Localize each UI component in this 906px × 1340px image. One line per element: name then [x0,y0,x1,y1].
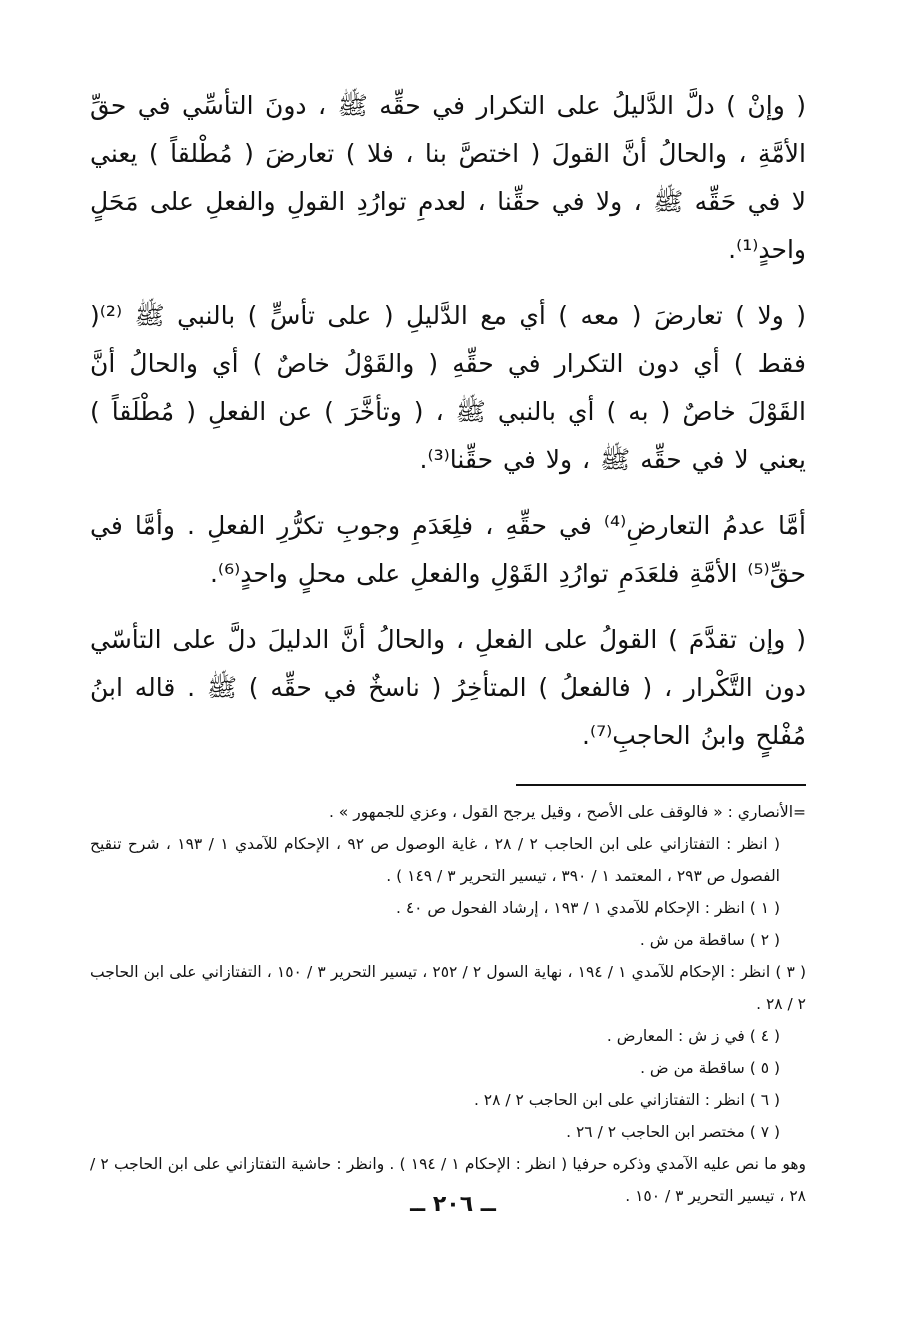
paragraph-1: ( وإنْ ) دلَّ الدَّليلُ على التكرار في حقِّه ﷺ ، دونَ التأسِّي في حقِّ الأمَّةِ ، والحالُ أنَّ القولَ ( اختصَّ بنا ، فلا ) تعارضَ ( مُطْلقاً ) يعني لا في حَقِّه ﷺ ، ولا في حقِّنا ، لعدمِ توارُدِ القولِ والفعلِ على مَحَلٍ واحدٍ⁽¹⁾. [90,91,806,264]
footnote-6: ( ٦ ) انظر : التفتازاني على ابن الحاجب ٢ / ٢٨ . [473,1091,780,1109]
footnote-separator [516,784,806,786]
page-number: ــ ٢٠٦ ــ [410,1192,496,1217]
footnote-5: ( ٥ ) ساقطة من ض . [640,1059,780,1077]
footnote-continuation: =الأنصاري : « فالوقف على الأصح ، وقيل يرجح القول ، وعزي للجمهور » . [328,803,806,821]
footnotes [90,796,806,1212]
footnote-continuation-refs: ( انظر : التفتازاني على ابن الحاجب ٢ / ٢٨ ، غاية الوصول ص ٩٢ ، الإحكام للآمدي ١ / ١٩٣ ، شرح تنقيح الفصول ص ٢٩٣ ، المعتمد ١ / ٣٩٠ ، تيسير التحرير ٣ / ١٤٩ ) . [90,835,781,885]
footnote-separator-wrap [90,778,806,796]
paragraph-3: أمَّا عدمُ التعارضِ⁽⁴⁾ في حقِّهِ ، فلِعَدَمِ وجوبِ تكرُّرِ الفعلِ . وأمَّا في حقِّ⁽⁵⁾ الأمَّةِ فلعَدَمِ توارُدِ القَوْلِ والفعلِ على محلٍ واحدٍ⁽⁶⁾. [90,511,806,588]
footnote-7: ( ٧ ) مختصر ابن الحاجب ٢ / ٢٦ . [566,1123,780,1141]
paragraph-2: ( ولا ) تعارضَ ( معه ) أي مع الدَّليلِ ( على تأسٍّ ) بالنبي ﷺ ⁽²⁾( فقط ) أي دون التكرار في حقِّهِ ( والقَوْلُ خاصٌ ) أي والحالُ أنَّ القَوْلَ خاصٌ ( به ) أي بالنبي ﷺ ، ( وتأخَّرَ ) عن الفعلِ ( مُطْلَقاً ) يعني لا في حقِّه ﷺ ، ولا في حقِّنا⁽³⁾. [90,301,806,474]
footnote-3: ( ٣ ) انظر : الإحكام للآمدي ١ / ١٩٤ ، نهاية السول ٢ / ٢٥٢ ، تيسير التحرير ٣ / ١٥٠ ، التفتازاني على ابن الحاجب ٢ / ٢٨ . [90,963,807,1013]
footnote-7-note: وهو ما نص عليه الآمدي وذكره حرفيا ( انظر : الإحكام ١ / ١٩٤ ) . وانظر : حاشية التفتازاني على ابن الحاجب ٢ / ٢٨ ، تيسير التحرير ٣ / ١٥٠ . [90,1155,807,1205]
footnote-2: ( ٢ ) ساقطة من ش . [639,931,780,949]
footnote-4: ( ٤ ) في ز ش : المعارض . [606,1027,780,1045]
page-body [90,82,806,1340]
footnote-1: ( ١ ) انظر : الإحكام للآمدي ١ / ١٩٣ ، إرشاد الفحول ص ٤٠ . [395,899,780,917]
paragraph-4: ( وإن تقدَّمَ ) القولُ على الفعلِ ، والحالُ أنَّ الدليلَ دلَّ على التأسّي دون التَّكْرار ، ( فالفعلُ ) المتأخِرُ ( ناسخٌ في حقِّه ) ﷺ . قاله ابنُ مُفْلحٍ وابنُ الحاجبِ⁽⁷⁾. [90,625,806,750]
main-text [90,82,806,760]
